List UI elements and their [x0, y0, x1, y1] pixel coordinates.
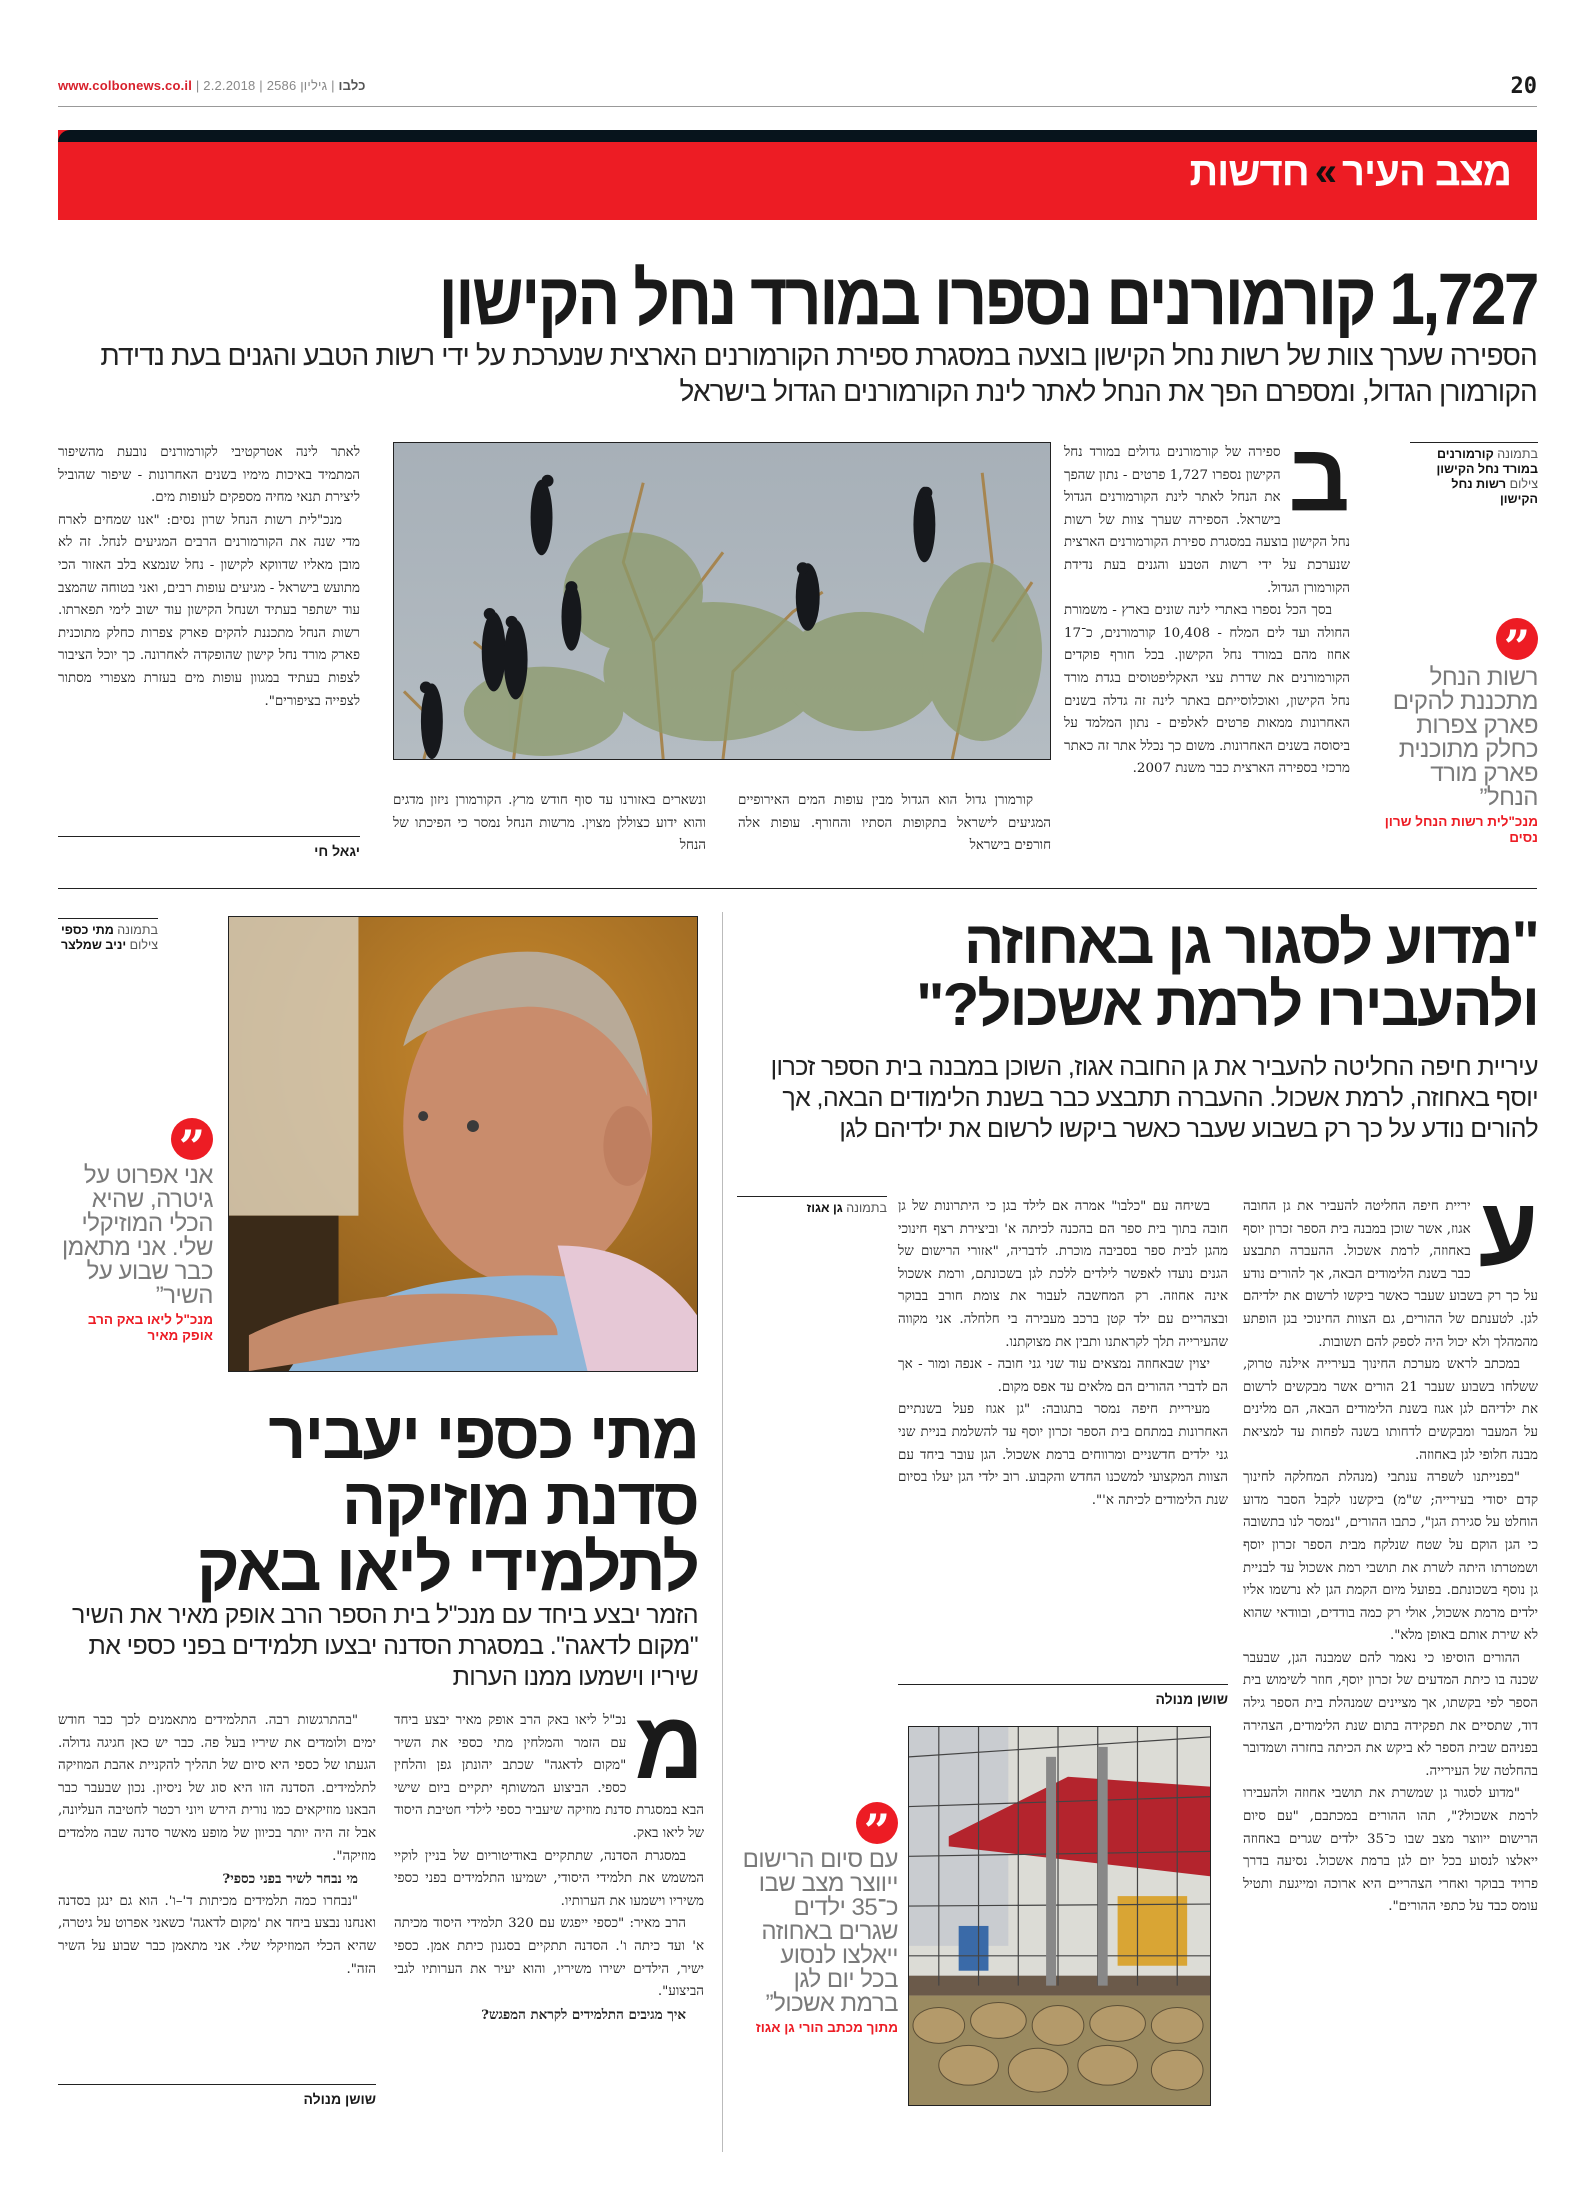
page-number: 20: [1510, 74, 1537, 99]
quote-icon: ”: [171, 1118, 213, 1160]
article3-column-right: מ נכ"ל ליאו באק הרב אופק מאיר יבצע ביחד עם הזמר והמלחין מתי כספי את השיר "מקום לדאגה" שכתב יהונתן גפן והלחין כספי. הביצוע המשותף יתקיים ביום שישי הבא במסגרת סדנת מוזיקה שיעביר כספי לילדי חטיבת היסוד של ליאו באק. במסגרת הסדנה, שתתקיים באודיטוריום של בניין לוקיי המשמש את תלמידי היסודי, ישמיעו התלמידים בפני כספי משיריו וישמעו את הערותיו. הרב מאיר: "כספי ייפגש עם 320 תלמידי היסוד מכיתה א' ועד כיתה ו'. הסדנה תתקיים בסגנון כיתת אמן. כספי ישיר, הילדים ישירו משיריו, והוא יעיר את הערותיו לגבי הביצוע". איך מגיבים התלמידים לקראת המפגש?: [394, 1710, 704, 2026]
article2-byline: שושן מנולה: [898, 1684, 1228, 1707]
issue-date: 2.2.2018: [203, 78, 256, 93]
article3-dek: הזמר יבצע ביחד עם מנכ"ל בית הספר הרב אופק מאיר את השיר "מקום לדאגה". במסגרת הסדנה יבצעו תלמידים בפני כספי את שיריו וישמעו ממנו הערות: [71, 1601, 698, 1691]
quote-icon: ”: [1496, 618, 1538, 660]
dropcap: ב: [1288, 424, 1350, 531]
article3-headline: מתי כספי יעביר סדנת מוזיקה לתלמידי ליאו באק: [196, 1398, 698, 1604]
section-banner: [58, 130, 1537, 220]
issue-number: גיליון 2586: [266, 78, 328, 93]
section-category: חדשות: [1189, 150, 1309, 194]
article2-column-right: ע יריית חיפה החליטה להעביר את גן החובה אגוז, אשר שוכן במבנה בית הספר זכרון יוסף באחוזה, לרמת אשכול. ההעברה תתבצע כבר בשנת הלימודים הבאה, אך להורים נודע על כך רק בשבוע שעבר כאשר ביקשו לרשום את ילדיהם לגן. לטענתם של ההורים, גם הצוות החינוכי בגן הופתע מהמהלך ולא יכול היה לספק להם תשובות. במכתב לראש מערכת החינוך בעירייה אילנה טרוק, ששלחו בשבוע שעבר 21 הורים אשר מבקשים לרשום את ילדיהם לגן אגוז בשנת הלימודים הבאה, הם מלינים על המעבר ומבקשים לדחותו בשנה לפחות עד למציאת מבנה חלופי לגן באחוזה. "בפנייתנו לשפרה ענתבי (מנהלת המחלקה לחינוך קדם יסודי בעירייה; ש"מ) ביקשנו לקבל הסבר מדוע הוחלט על סגירת הגן", כתבו ההורים, "נמסר לנו בתשובה כי הגן הוקם על שטח שנלקח מבית הספר זכרון יוסף ושמטרתו היתה לשרת את תושבי רמת אשכול עד לבניית גן נוסף בשכונתם. בפועל מיום הקמת הגן לא נרשמו אליו ילדים מרמת אשכול, אולי רק כמה בודדים, ובוודאי שהוא לא שירת אותם באופן מלא". ההורים הוסיפו כי נאמר להם שמבנה הגן, שבעבר שכנה בו כיתת המדעים של זכרון יוסף, חוזר לשימוש בית הספר לפי בקשתו, אך מציינים שמנהלת בית הספר גילה דוד, שתסיים את תפקידה בתום שנת הלימודים, הצהירה בפניהם שבית הספר לא ביקש את הכיתה בחזרה ושמדובר בהחלטה של העירייה. "מדוע לסגור גן שמשרת את תושבי אחוזה ולהעבירו לרמת אשכול?", תהו ההורים במכתבם, "עם סיום הרישום ייווצר מצב שבו כ־35 ילדים שגרים באחוזה ייאלצו לנסוע בכל יום לגן ברמת אשכול. נסיעה בדרך פרויד בבוקר ואחרי הצהריים היא ארוכה ומייגעת ותטיל עומס כבד על כתפי ההורים".: [1243, 1178, 1539, 1915]
article1-caption-col-right: קורמורן גדול הוא הגדול מבין עופות המים האירופיים המגיעים לישראל בתקופות הסתיו והחורף. עופות אלה חורפים בישראל: [738, 793, 1051, 854]
section-title: [1189, 150, 1511, 195]
article2-column-left: בשיחה עם "כלבו" אמרה אם לילד בגן כי היתרונות של גן חובה בתוך בית ספר הם בהכנה לכיתה א' וביצירת רצף חינוכי מהגן לבית ספר בסביבה מוכרת. לדבריה, "אזורי הרישום של הגנים נועדו לאפשר לילדים ללכת לגן בשכונתם, ורמת אשכול אינה אחוזה. רק המחשבה לעבור את צומת חורב בבוקר ובצהריים עם ילד קטן ברכב מעבירה בי חלחלה. אני מקווה שהעירייה תלך לקראתנו ותבין את מצוקתנו. יצוין שבאחוזה נמצאים עוד שני גני חובה - אנפה ומור - אך הם לדברי ההורים הם מלאים עד אפס מקום. מעיריית חיפה נמסר בתגובה: "גן אגוז פעל בשנתיים האחרונות במתחם בית הספר זכרון יוסף עד להשלמת בניית שני גני ילדים חדשניים ומרווחים ברמת אשכול. הגן עובר ביחד עם הצוות המקצועי למשכנו החדש והקבוע. רוב ילדי הגן יעלו בסיום שנת הלימודים לכיתה א'".: [898, 1199, 1228, 1508]
article1-headline: 1,727 קורמורנים נספרו במורד נחל הקישון: [438, 257, 1537, 341]
article1-pull-quote: [1378, 618, 1538, 846]
pull-quote-source: מתוך מכתב הורי גן אגוז: [755, 2020, 898, 2035]
article1-column-left: לאתר לינה אטרקטיבי לקורמורנים נובעת מהשיפור המתמיד באיכות מימיו בשנים האחרונות - שיפור שהוביל ליצירת תנאי מחיה מספקים לעופות מים. מנכ"לית רשות הנחל שרון נסים: "אנו שמחים לארח מדי שנה את הקורמורנים הרבים המגיעים לנחל. זה לא מובן מאליו שדווקא לקישון - נחל שנמצא בלב האזור הכי מתועש בישראל - מגיעים עופות רבים, ואני בטוחה שהמצב עוד ישתפר בעתיד ושנחל הקישון עוד ישוב לימי תפארתו. רשות הנחל מתכננת להקים פארק צפרות כחלק מתוכנית פארק מורד נחל קישון שהופקדה לאחרונה. כך יוכל הציבור לצפות בעתיד במגוון עופות מים בעזרת מצפורי מסתור לצפייה בציפורים".: [58, 445, 360, 709]
publication-name: כלבו: [338, 78, 366, 93]
pull-quote-text: רשות הנחל מתכננת להקים פארק צפרות כחלק מתוכנית פארק מורד הנחל”: [1392, 664, 1538, 811]
article3-photo-credit: בתמונה מתי כספי צילום יניב שמלצר: [58, 918, 158, 953]
article3-pull-quote: [58, 1118, 213, 1344]
section-divider: [58, 888, 1537, 889]
banner-cap: [58, 130, 1537, 142]
article3-column-left: "בהתרגשות רבה. התלמידים מתאמנים לכך כבר חודש ימים ולומדים את שיריו בעל פה. כבר יש כאן חגיגה גדולה. הגעתו של כספי היא סיום של תהליך להקניית אהבת המוזיקה לתלמידים. הסדנה הזו היא סוג של ניסיון. נכון שבעבר כבר הבאנו מוזיקאים כמו נורית הירש ויוני רכטר לחטיבה העליונה, אבל זה היה יותר בכיוון של מופע מאשר סדנה שבה מלמדים מוזיקה". מי נבחר לשיר בפני כספי? "נבחרו כמה תלמידים מכיתות ד'–ו'. הוא גם ינגן בסדנה ואנחנו נבצע ביחד את 'מקום לדאגה' כשאני אפרוט על גיטרה, שהיא הכלי המוזיקלי שלי. אני מתאמן כבר שבוע על השיר הזה".: [58, 1713, 376, 1977]
pull-quote-text: עם סיום הרישום ייווצר מצב שבו כ־35 ילדים שגרים באחוזה ייאלצו לנסוע בכל יום לגן ברמת אשכול”: [742, 1846, 898, 2017]
article1-photo-credit: בתמונה קורמורנים במורד נחל הקישון צילום רשות נחל הקישון: [1410, 442, 1538, 507]
article3-byline: שושן מנולה: [58, 2084, 376, 2107]
column-divider: [722, 912, 723, 2152]
article2-headline: "מדוע לסגור גן באחוזה ולהעבירו לרמת אשכול?": [916, 909, 1538, 1038]
chevron-icon: »: [1314, 150, 1336, 194]
mati-caspi-photo: [228, 916, 698, 1372]
cormorants-photo: [393, 442, 1051, 760]
article1-caption-col-left: ונשארים באזורנו עד סוף חודש מרץ. הקורמורן ניזון מדגים והוא ידוע כצוללן מצוין. מרשות הנחל נמסר כי הפיכתו של הנחל: [393, 793, 706, 854]
header-divider: [58, 106, 1537, 107]
quote-icon: ”: [856, 1802, 898, 1844]
dropcap: מ: [634, 1692, 704, 1799]
site-url[interactable]: www.colbonews.co.il: [58, 78, 193, 93]
subhead: מי נבחר לשיר בפני כספי?: [222, 1871, 358, 1888]
article2-dek: עיריית חיפה החליטה להעביר את גן החובה אגוז, השוכן במבנה בית הספר זכרון יוסף באחוזה, לרמת אשכול. ההעברה תתבצע כבר בשנת הלימודים הבאה, אך להורים נודע על כך רק בשבוע שעבר כאשר ביקשו לרשום את ילדיהם לגן: [770, 1053, 1538, 1143]
kindergarten-photo: [908, 1726, 1211, 2106]
article2-photo-credit: בתמונה גן אגוז: [737, 1196, 887, 1216]
subhead: איך מגיבים התלמידים לקראת המפגש?: [481, 2006, 686, 2023]
masthead-info: www.colbonews.co.il | כלבו | גיליון 2586 | 2.2.2018: [58, 78, 366, 93]
article1-column-right: ב ספירה של קורמורנים גדולים במורד נחל הקישון נספרו 1,727 פרטים - נתון שהפך את הנחל לאתר לינת הקורמורנים הגדול בישראל. הספירה שערך צוות של רשות נחל הקישון בוצעה במסגרת ספירת הקורמורנים הארצית שנערכת על ידי רשות הטבע והגנים בעת נדידת הקורמורן הגדול. בסך הכל נספרו באתרי לינה שונים בארץ - משמורת החולה ועד לים המלח - 10,408 קורמורנים, כ־17 אחוז מהם במורד נחל הקישון. בכל חורף פוקדים הקורמורנים את שדרת עצי האקליפטוסים בגדת מורד נחל הקישון, ואוכלוסייתם באתר לינה זה גדלה בשנים האחרונות ממאות פרטים לאלפים - נתון המלמד על ביסוסה בשנים האחרונות. משום כך נכלל אתר זה כאתר מרכזי בספירה הארצית כבר משנת 2007.: [1064, 424, 1350, 777]
article2-pull-quote: [738, 1802, 898, 2036]
article1-dek: הספירה שערך צוות של רשות נחל הקישון בוצעה במסגרת ספירת הקורמורנים הארצית שנערכת על ידי רשות הטבע והגנים בעת נדידת הקורמורן הגדול, ומספרם הפך את הנחל לאתר לינת הקורמורנים הגדול בישראל: [100, 340, 1537, 407]
pull-quote-source: מנכ"לית רשות הנחל שרון נסים: [1384, 814, 1538, 845]
section-name: מצב העיר: [1342, 150, 1511, 194]
pull-quote-source: מנכ"ל ליאו באק הרב אופק מאיר: [87, 1312, 213, 1343]
article1-byline: יגאל חי: [58, 836, 360, 859]
pull-quote-text: אני אפרוט על גיטרה, שהיא הכלי המוזיקלי שלי. אני מתאמן כבר שבוע על השיר”: [62, 1162, 213, 1309]
dropcap: ע: [1478, 1178, 1538, 1285]
